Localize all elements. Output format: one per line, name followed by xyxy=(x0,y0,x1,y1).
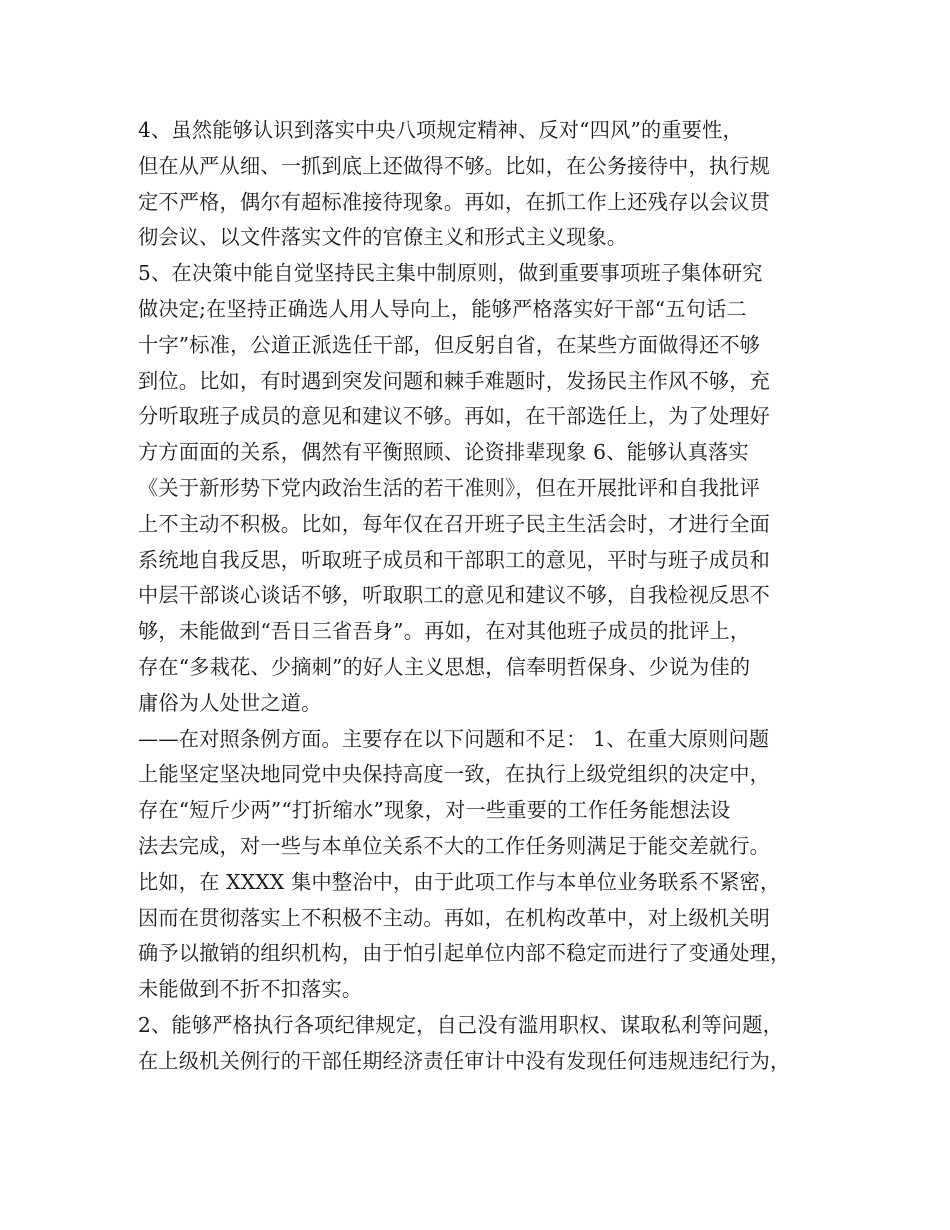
text-line: 存在“多栽花、少摘刺”的好人主义思想，信奉明哲保身、少说为佳的 xyxy=(138,654,751,679)
text-line: 《关于新形势下党内政治生活的若干准则》，但在开展批评和自我批评 xyxy=(138,475,760,500)
text-line: 未能做到不折不扣落实。 xyxy=(138,977,363,1002)
text-line: 做决定;在坚持正确选人用人导向上，能够严格落实好干部“五句话二 xyxy=(138,296,747,321)
text-line: 中层干部谈心谈话不够，听取职工的意见和建议不够，自我检视反思不 xyxy=(138,583,771,608)
text-line: 上不主动不积极。比如，每年仅在召开班子民主生活会时，才进行全面 xyxy=(138,511,771,536)
text-line: 系统地自我反思，听取班子成员和干部职工的意见，平时与班子成员和 xyxy=(138,547,771,572)
text-line: 分听取班子成员的意见和建议不够。再如，在干部选任上，为了处理好 xyxy=(138,404,771,429)
text-line: 确予以撤销的组织机构，由于怕引起单位内部不稳定而进行了变通处理， xyxy=(138,941,791,966)
text-line: 上能坚定坚决地同党中央保持高度一致，在执行上级党组织的决定中， xyxy=(138,762,771,787)
text-line: 彻会议、以文件落实文件的官僚主义和形式主义现象。 xyxy=(138,225,628,250)
text-line: 5、在决策中能自觉坚持民主集中制原则，做到重要事项班子集体研究 xyxy=(138,261,763,286)
text-line: 2、能够严格执行各项纪律规定，自己没有滥用职权、谋取私利等问题， xyxy=(138,1012,784,1037)
text-line: ——在对照条例方面。主要存在以下问题和不足： 1、在重大原则问题 xyxy=(138,726,770,751)
text-line: 但在从严从细、一抓到底上还做得不够。比如，在公务接待中，执行规 xyxy=(138,153,771,178)
text-line: 到位。比如，有时遇到突发问题和棘手难题时，发扬民主作风不够，充 xyxy=(138,368,771,393)
text-line: 4、虽然能够认识到落实中央八项规定精神、反对“四风”的重要性， xyxy=(138,118,743,142)
document-body xyxy=(138,113,828,1080)
text-line: 十字”标准，公道正派选任干部，但反躬自省，在某些方面做得还不够 xyxy=(138,332,761,357)
text-line: 存在“短斤少两”“打折缩水”现象，对一些重要的工作任务能想法设 xyxy=(138,798,731,823)
text-line: 比如，在 XXXX 集中整治中，由于此项工作与本单位业务联系不紧密， xyxy=(138,869,781,894)
text-line: 在上级机关例行的干部任期经济责任审计中没有发现任何违规违纪行为， xyxy=(138,1048,791,1073)
text-line: 因而在贯彻落实上不积极不主动。再如，在机构改革中，对上级机关明 xyxy=(138,905,771,930)
text-line: 方方面面的关系，偶然有平衡照顾、论资排辈现象 6、能够认真落实 xyxy=(138,440,749,465)
text-line: 法去完成，对一些与本单位关系不大的工作任务则满足于能交差就行。 xyxy=(138,833,771,858)
text-line: 够，未能做到“吾日三省吾身”。再如，在对其他班子成员的批评上， xyxy=(138,619,751,644)
text-line: 定不严格，偶尔有超标准接待现象。再如，在抓工作上还残存以会议贯 xyxy=(138,189,771,214)
text-line: 庸俗为人处世之道。 xyxy=(138,690,322,715)
